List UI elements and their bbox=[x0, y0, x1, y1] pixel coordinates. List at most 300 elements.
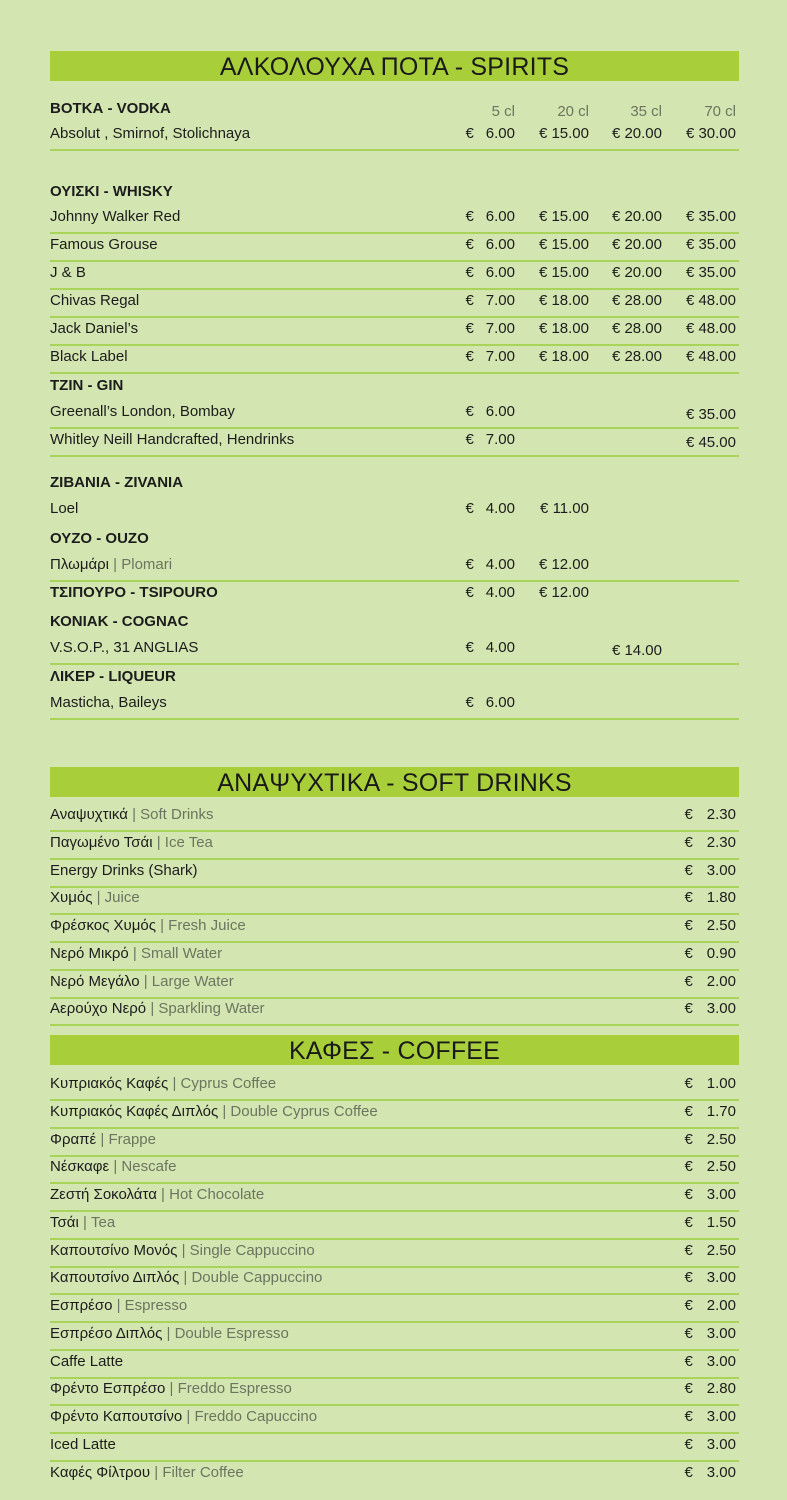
item-name-gr: ΖΙΒΑΝΙΑ - ZIVANIA bbox=[50, 474, 184, 491]
spirit-item-row bbox=[50, 636, 739, 665]
price-value: 15.00 bbox=[551, 236, 589, 253]
item-separator: | bbox=[156, 1186, 170, 1203]
item-name-gr: ΚΟΝΙΑΚ - COGNAC bbox=[50, 613, 189, 630]
euro-sign: € bbox=[540, 500, 549, 517]
price-value: 4.00 bbox=[485, 500, 515, 517]
spirit-item-row bbox=[50, 497, 739, 524]
item-separator: | bbox=[182, 1408, 195, 1425]
price-value: 2.50 bbox=[706, 1158, 736, 1176]
price bbox=[686, 206, 736, 228]
price-value: 3.00 bbox=[706, 1463, 736, 1481]
item-name-en: Small Water bbox=[141, 944, 223, 962]
item-name-gr: Greenall’s London, Bombay bbox=[50, 403, 235, 420]
price-value: 45.00 bbox=[698, 434, 736, 451]
euro-sign: € bbox=[684, 1241, 693, 1259]
price-value: 3.00 bbox=[706, 1435, 736, 1453]
price-value: 3.00 bbox=[706, 1269, 736, 1287]
euro-sign: € bbox=[611, 125, 621, 142]
price-value: 7.00 bbox=[485, 320, 515, 337]
category-heading bbox=[50, 472, 183, 494]
coffee-row bbox=[50, 1461, 739, 1488]
price-value: 48.00 bbox=[698, 292, 736, 309]
price-value: 1.50 bbox=[706, 1213, 736, 1231]
coffee-row bbox=[50, 1128, 739, 1157]
item-name-gr: Johnny Walker Red bbox=[50, 208, 181, 225]
price bbox=[540, 498, 589, 520]
price bbox=[684, 1295, 736, 1317]
item-separator: | bbox=[168, 1075, 181, 1092]
item-separator: | bbox=[218, 1102, 231, 1120]
spirit-item-row bbox=[50, 428, 739, 457]
item-name-en: Filter Coffee bbox=[162, 1463, 244, 1481]
price-value: 20.00 bbox=[624, 264, 662, 281]
price-value: 35.00 bbox=[698, 208, 736, 225]
euro-sign: € bbox=[684, 1102, 693, 1120]
price-value: 12.00 bbox=[551, 556, 589, 573]
coffee-row bbox=[50, 1183, 739, 1212]
item-name bbox=[50, 206, 180, 228]
section-title-soft-drinks: ΑΝΑΨΥΧΤΙΚΑ - SOFT DRINKS bbox=[50, 767, 739, 797]
price-value: 3.00 bbox=[706, 1324, 736, 1342]
price bbox=[684, 887, 736, 909]
price bbox=[684, 1462, 736, 1484]
price-value: 0.90 bbox=[706, 944, 736, 962]
item-name-gr: Φρέντο Εσπρέσο bbox=[50, 1380, 166, 1398]
coffee-row bbox=[50, 1405, 739, 1434]
category-row bbox=[50, 527, 739, 554]
euro-sign: € bbox=[538, 556, 548, 573]
price-value: 15.00 bbox=[551, 125, 589, 142]
price bbox=[684, 1156, 736, 1178]
euro-sign: € bbox=[611, 320, 621, 337]
item-separator: | bbox=[127, 806, 141, 823]
item-name-en: Plomari bbox=[121, 556, 173, 573]
price bbox=[684, 1323, 736, 1345]
item-name bbox=[50, 1434, 116, 1456]
category-row bbox=[50, 471, 739, 498]
spirit-item-row bbox=[50, 553, 739, 582]
euro-sign: € bbox=[465, 264, 474, 281]
price bbox=[684, 971, 736, 993]
item-name-en: Fresh Juice bbox=[168, 917, 246, 934]
item-name-gr: Caffe Latte bbox=[50, 1352, 124, 1370]
price-value: 2.50 bbox=[706, 1130, 736, 1148]
item-name bbox=[50, 998, 265, 1020]
euro-sign: € bbox=[685, 292, 695, 309]
item-name-en: Tea bbox=[91, 1213, 116, 1231]
price-value: 35.00 bbox=[698, 264, 736, 281]
euro-sign: € bbox=[465, 584, 474, 601]
item-name bbox=[50, 554, 172, 576]
price bbox=[465, 346, 515, 368]
item-name-gr: Νέσκαφε bbox=[50, 1158, 110, 1176]
euro-sign: € bbox=[684, 889, 693, 907]
item-name bbox=[50, 1156, 176, 1178]
price-value: 15.00 bbox=[551, 264, 589, 281]
euro-sign: € bbox=[611, 236, 621, 253]
euro-sign: € bbox=[684, 1213, 693, 1231]
item-separator: | bbox=[92, 889, 105, 907]
price-value: 1.70 bbox=[706, 1102, 736, 1120]
price bbox=[539, 206, 589, 228]
item-name-gr: Καφές Φίλτρου bbox=[50, 1463, 151, 1481]
price bbox=[612, 234, 662, 256]
price-value: 4.00 bbox=[485, 556, 515, 573]
euro-sign: € bbox=[538, 236, 548, 253]
item-name-gr: ΟΥΖΟ - OUZO bbox=[50, 530, 149, 547]
euro-sign: € bbox=[684, 833, 693, 851]
item-separator: | bbox=[109, 556, 122, 573]
price bbox=[465, 637, 515, 659]
price-value: 2.50 bbox=[706, 1241, 736, 1259]
size-label: 70 cl bbox=[704, 103, 736, 120]
coffee-row bbox=[50, 1072, 739, 1101]
category-heading bbox=[50, 666, 176, 688]
category-heading bbox=[50, 528, 149, 550]
price bbox=[612, 640, 662, 662]
spirit-item-row bbox=[50, 400, 739, 429]
item-name bbox=[50, 943, 222, 965]
item-name-gr: Καπουτσίνο Μονός bbox=[50, 1241, 178, 1259]
item-separator: | bbox=[150, 1463, 163, 1481]
price bbox=[686, 432, 736, 454]
price bbox=[686, 123, 736, 145]
price-value: 2.30 bbox=[706, 833, 736, 851]
price bbox=[686, 318, 736, 340]
euro-sign: € bbox=[538, 320, 548, 337]
price-value: 35.00 bbox=[698, 406, 736, 423]
size-label: 20 cl bbox=[557, 103, 589, 120]
euro-sign: € bbox=[465, 639, 474, 656]
item-name bbox=[50, 860, 198, 882]
item-name bbox=[50, 290, 139, 312]
item-name-en: Sparkling Water bbox=[158, 1000, 265, 1018]
item-name bbox=[50, 1073, 276, 1095]
coffee-row bbox=[50, 1350, 739, 1379]
category-row bbox=[50, 610, 739, 637]
price-value: 6.00 bbox=[485, 125, 515, 142]
price-value: 6.00 bbox=[485, 208, 515, 225]
item-name bbox=[50, 1129, 156, 1151]
item-name-gr: Chivas Regal bbox=[50, 292, 140, 309]
category-row bbox=[50, 180, 739, 207]
euro-sign: € bbox=[465, 292, 474, 309]
spirit-item-row bbox=[50, 233, 739, 262]
price bbox=[465, 262, 515, 284]
price-value: 12.00 bbox=[551, 584, 589, 601]
soft-drink-row bbox=[50, 831, 739, 860]
soft-drink-row bbox=[50, 803, 739, 832]
price bbox=[539, 582, 589, 604]
item-name-gr: Absolut , Smirnof, Stolichnaya bbox=[50, 125, 251, 142]
euro-sign: € bbox=[465, 500, 474, 517]
item-separator: | bbox=[165, 1380, 178, 1398]
item-name-gr: Φραπέ bbox=[50, 1130, 97, 1148]
item-name bbox=[50, 318, 138, 340]
item-name-gr: Αερούχο Νερό bbox=[50, 1000, 147, 1018]
price-value: 3.00 bbox=[706, 861, 736, 879]
section-title-coffee: ΚΑΦΕΣ - COFFEE bbox=[50, 1035, 739, 1065]
price bbox=[612, 318, 662, 340]
price-value: 28.00 bbox=[624, 292, 662, 309]
price bbox=[539, 123, 589, 145]
price bbox=[465, 582, 515, 604]
coffee-row bbox=[50, 1377, 739, 1406]
euro-sign: € bbox=[611, 208, 621, 225]
euro-sign: € bbox=[685, 348, 695, 365]
item-name bbox=[50, 1323, 289, 1345]
euro-sign: € bbox=[684, 1075, 693, 1092]
price-value: 7.00 bbox=[485, 292, 515, 309]
price bbox=[612, 262, 662, 284]
euro-sign: € bbox=[465, 320, 474, 337]
item-name-gr: J & B bbox=[50, 264, 86, 281]
item-name-gr: Καπουτσίνο Διπλός bbox=[50, 1269, 180, 1287]
item-name-gr: Famous Grouse bbox=[50, 236, 158, 253]
item-separator: | bbox=[128, 944, 141, 962]
euro-sign: € bbox=[611, 292, 621, 309]
item-name-gr: Black Label bbox=[50, 348, 128, 365]
euro-sign: € bbox=[684, 1463, 693, 1481]
item-name bbox=[50, 1240, 315, 1262]
coffee-row bbox=[50, 1155, 739, 1184]
price-value: 14.00 bbox=[624, 642, 662, 659]
item-name bbox=[50, 1295, 187, 1317]
price bbox=[684, 1212, 736, 1234]
item-name-en: Cyprus Coffee bbox=[180, 1075, 277, 1092]
item-separator: | bbox=[146, 1000, 159, 1018]
spirit-item-row bbox=[50, 317, 739, 346]
item-name-gr: Πλωμάρι bbox=[50, 556, 109, 573]
item-name-gr: ΤΖΙΝ - GIN bbox=[50, 377, 124, 394]
price-value: 18.00 bbox=[551, 348, 589, 365]
item-name-gr: V.S.O.P., 31 ANGLIAS bbox=[50, 639, 199, 656]
item-name bbox=[50, 262, 86, 284]
price-value: 28.00 bbox=[624, 320, 662, 337]
coffee-row bbox=[50, 1266, 739, 1295]
item-name-en: Freddo Capuccino bbox=[194, 1408, 318, 1425]
size-label: 35 cl bbox=[630, 103, 662, 120]
euro-sign: € bbox=[611, 264, 621, 281]
price bbox=[612, 346, 662, 368]
price bbox=[465, 554, 515, 576]
price bbox=[465, 318, 515, 340]
item-name bbox=[50, 234, 158, 256]
item-name bbox=[50, 804, 214, 826]
coffee-row bbox=[50, 1322, 739, 1351]
item-name-gr: Whitley Neill Handcrafted, Hendrinks bbox=[50, 431, 295, 448]
item-name-gr: Αναψυχτικά bbox=[50, 806, 128, 823]
price bbox=[465, 290, 515, 312]
price bbox=[465, 429, 515, 451]
spirit-item-row bbox=[50, 261, 739, 290]
price bbox=[465, 401, 515, 423]
item-name-en: Ice Tea bbox=[164, 833, 213, 851]
item-name bbox=[50, 915, 246, 937]
price-value: 48.00 bbox=[698, 320, 736, 337]
coffee-row bbox=[50, 1294, 739, 1323]
item-name-en: Hot Chocolate bbox=[169, 1186, 265, 1203]
item-name-gr: Φρέσκος Χυμός bbox=[50, 917, 156, 934]
euro-sign: € bbox=[684, 1186, 693, 1203]
item-name-gr: Ζεστή Σοκολάτα bbox=[50, 1186, 157, 1203]
price-value: 1.00 bbox=[706, 1075, 736, 1092]
item-name-gr: Masticha, Baileys bbox=[50, 694, 167, 711]
item-name-en: Double Cyprus Coffee bbox=[230, 1102, 378, 1120]
item-name bbox=[50, 1462, 244, 1484]
euro-sign: € bbox=[465, 236, 474, 253]
price bbox=[465, 206, 515, 228]
item-name-en: Nescafe bbox=[121, 1158, 177, 1176]
category-heading bbox=[50, 98, 171, 120]
category-heading bbox=[50, 611, 188, 633]
price-value: 4.00 bbox=[485, 639, 515, 656]
euro-sign: € bbox=[684, 1324, 693, 1342]
category-row bbox=[50, 374, 739, 401]
euro-sign: € bbox=[684, 1158, 693, 1176]
item-separator: | bbox=[139, 972, 152, 990]
item-name-en: Frappe bbox=[108, 1130, 156, 1148]
size-label: 5 cl bbox=[491, 103, 515, 120]
price bbox=[684, 1267, 736, 1289]
euro-sign: € bbox=[685, 406, 695, 423]
item-separator: | bbox=[112, 1297, 125, 1314]
price-value: 48.00 bbox=[698, 348, 736, 365]
price bbox=[684, 1378, 736, 1400]
euro-sign: € bbox=[684, 917, 693, 934]
item-name bbox=[50, 692, 167, 714]
price-value: 2.00 bbox=[706, 972, 736, 990]
price-value: 7.00 bbox=[485, 431, 515, 448]
soft-drink-row bbox=[50, 859, 739, 888]
price-value: 3.00 bbox=[706, 1408, 736, 1425]
price bbox=[684, 1184, 736, 1206]
spirit-item-row bbox=[50, 205, 739, 234]
item-name bbox=[50, 887, 140, 909]
item-name bbox=[50, 1184, 264, 1206]
price bbox=[539, 554, 589, 576]
soft-drink-row bbox=[50, 942, 739, 971]
price bbox=[684, 832, 736, 854]
category-heading bbox=[50, 582, 218, 604]
euro-sign: € bbox=[685, 208, 695, 225]
euro-sign: € bbox=[684, 1000, 693, 1018]
price-value: 28.00 bbox=[624, 348, 662, 365]
coffee-row bbox=[50, 1239, 739, 1268]
price-value: 20.00 bbox=[624, 208, 662, 225]
item-name bbox=[50, 498, 78, 520]
euro-sign: € bbox=[684, 861, 693, 879]
euro-sign: € bbox=[538, 264, 548, 281]
coffee-row bbox=[50, 1211, 739, 1240]
euro-sign: € bbox=[684, 944, 693, 962]
euro-sign: € bbox=[465, 348, 474, 365]
price-value: 1.80 bbox=[706, 889, 736, 907]
euro-sign: € bbox=[465, 208, 474, 225]
euro-sign: € bbox=[685, 320, 695, 337]
spirit-item-row bbox=[50, 345, 739, 374]
euro-sign: € bbox=[685, 125, 695, 142]
item-separator: | bbox=[162, 1324, 175, 1342]
price bbox=[684, 804, 736, 826]
price-value: 15.00 bbox=[551, 208, 589, 225]
price-value: 18.00 bbox=[551, 320, 589, 337]
price bbox=[684, 860, 736, 882]
price bbox=[539, 346, 589, 368]
item-name-gr: Τσάι bbox=[50, 1213, 79, 1231]
item-separator: | bbox=[177, 1241, 190, 1259]
euro-sign: € bbox=[538, 292, 548, 309]
euro-sign: € bbox=[684, 1297, 693, 1314]
item-name bbox=[50, 1212, 115, 1234]
item-name-gr: Loel bbox=[50, 500, 79, 517]
euro-sign: € bbox=[538, 125, 548, 142]
euro-sign: € bbox=[684, 1380, 693, 1398]
category-row bbox=[50, 665, 739, 692]
category-row bbox=[50, 97, 739, 124]
euro-sign: € bbox=[465, 125, 474, 142]
item-name bbox=[50, 346, 128, 368]
category-row bbox=[50, 581, 739, 608]
euro-sign: € bbox=[685, 434, 695, 451]
price bbox=[686, 346, 736, 368]
spirit-item-row bbox=[50, 289, 739, 318]
item-name-en: Double Cappuccino bbox=[191, 1269, 323, 1287]
item-name-gr: Energy Drinks (Shark) bbox=[50, 861, 198, 879]
item-name-gr: ΤΣΙΠΟΥΡΟ - TSIPOURO bbox=[50, 584, 218, 601]
price-value: 6.00 bbox=[485, 403, 515, 420]
price-value: 3.00 bbox=[706, 1000, 736, 1018]
price bbox=[465, 234, 515, 256]
euro-sign: € bbox=[684, 1269, 693, 1287]
price-value: 11.00 bbox=[552, 500, 589, 517]
euro-sign: € bbox=[611, 348, 621, 365]
item-name-en: Double Espresso bbox=[174, 1324, 289, 1342]
item-separator: | bbox=[96, 1130, 109, 1148]
coffee-row bbox=[50, 1433, 739, 1462]
item-name-gr: ΛΙΚΕΡ - LIQUEUR bbox=[50, 668, 176, 685]
item-name bbox=[50, 1267, 322, 1289]
price bbox=[684, 998, 736, 1020]
euro-sign: € bbox=[465, 556, 474, 573]
price bbox=[684, 1129, 736, 1151]
euro-sign: € bbox=[685, 236, 695, 253]
item-name-gr: Εσπρέσο bbox=[50, 1297, 113, 1314]
price bbox=[612, 123, 662, 145]
price-value: 18.00 bbox=[551, 292, 589, 309]
euro-sign: € bbox=[538, 348, 548, 365]
price-value: 6.00 bbox=[485, 694, 515, 711]
item-name-gr: Εσπρέσο Διπλός bbox=[50, 1324, 163, 1342]
item-name bbox=[50, 1406, 317, 1428]
price bbox=[684, 1240, 736, 1262]
item-separator: | bbox=[152, 833, 165, 851]
item-name-gr: ΒΟΤΚΑ - VODKA bbox=[50, 100, 171, 117]
category-heading bbox=[50, 181, 173, 203]
euro-sign: € bbox=[538, 208, 548, 225]
euro-sign: € bbox=[684, 1435, 693, 1453]
section-title-spirits: ΑΛΚΟΛΟΥΧΑ ΠΟΤΑ - SPIRITS bbox=[50, 51, 739, 81]
price bbox=[686, 404, 736, 426]
item-name-en: Soft Drinks bbox=[140, 806, 214, 823]
price bbox=[684, 1351, 736, 1373]
price-value: 2.50 bbox=[706, 917, 736, 934]
euro-sign: € bbox=[538, 584, 548, 601]
soft-drink-row bbox=[50, 970, 739, 999]
price-value: 2.80 bbox=[706, 1380, 736, 1398]
price bbox=[539, 318, 589, 340]
price bbox=[539, 234, 589, 256]
